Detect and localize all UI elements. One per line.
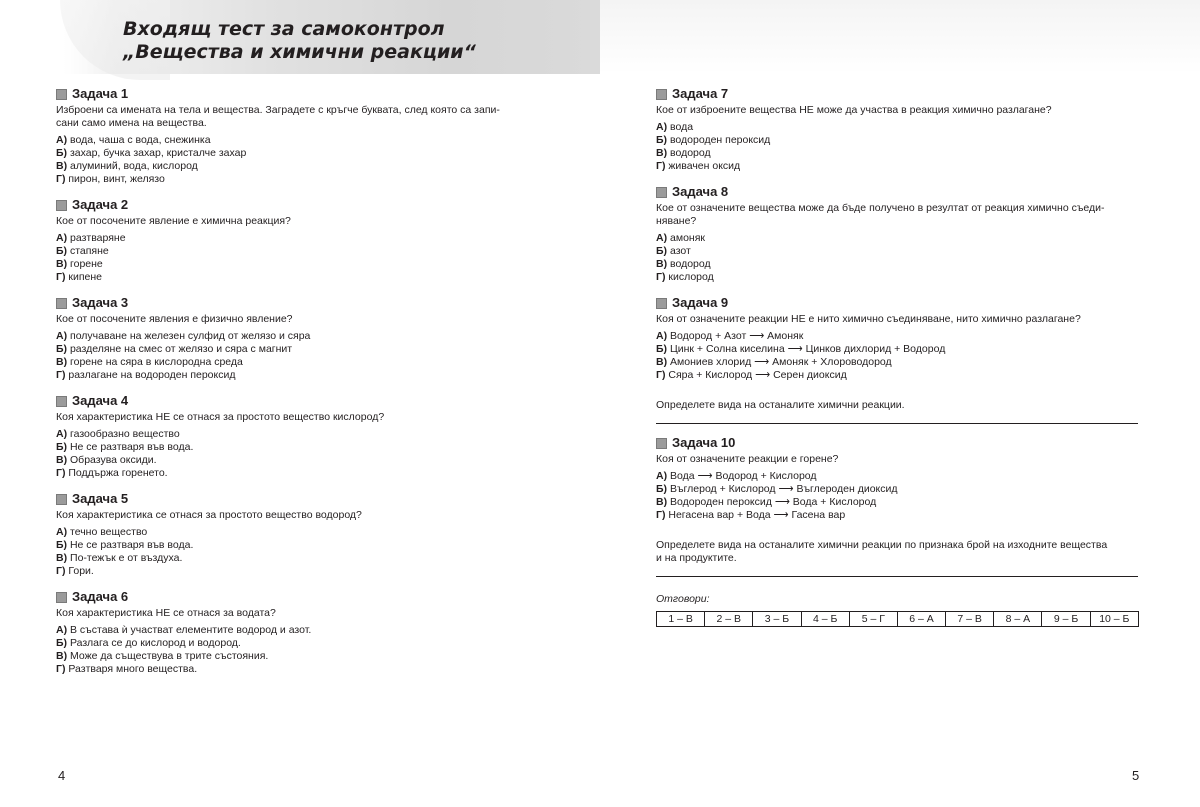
answer-line [656,423,1138,424]
task-instruction: Определете вида на останалите химични реакции по признака брой на изходните вещества и на продуктите. [656,539,1108,564]
answer-cell: 8 – А [994,612,1042,627]
left-column [56,86,546,687]
arrow-right-icon: ⟶ [773,509,789,521]
task-question: Кое от посочените явления е физично явление? [56,313,293,325]
option-b: Б) захар, бучка захар, кристалче захар [56,147,247,159]
option-d: Г) кислород [656,271,714,283]
task-2 [56,197,546,284]
answer-cell: 10 – Б [1090,612,1138,627]
answer-cell: 5 – Г [849,612,897,627]
task-question: Кое от означените вещества може да бъде получено в резултат от реакция химично съеди- няване? [656,202,1105,227]
option-b: Б) Не се разтваря във вода. [56,539,194,551]
option-c: В) Образува оксиди. [56,454,157,466]
page-number-left: 4 [58,768,66,783]
option-c: В) алуминий, вода, кислород [56,160,198,172]
square-bullet-icon [656,89,667,100]
option-b: Б) азот [656,245,691,257]
option-c: В) Водороден пероксид ⟶ Вода + Кислород [656,496,877,508]
square-bullet-icon [56,592,67,603]
answer-cell: 1 – В [657,612,705,627]
answer-line [656,576,1138,577]
task-5 [56,491,546,578]
answer-cell: 7 – В [946,612,994,627]
answers-table [656,611,1139,627]
arrow-right-icon: ⟶ [754,356,770,368]
arrow-right-icon: ⟶ [787,343,803,355]
square-bullet-icon [656,298,667,309]
option-a: А) амоняк [656,232,705,244]
task-question: Изброени са имената на тела и вещества. Заградете с кръгче буквата, след която са запи- сани само имена на вещества. [56,104,500,129]
right-column [656,86,1146,627]
square-bullet-icon [56,396,67,407]
task-question: Коя характеристика НЕ се отнася за простото вещество кислород? [56,411,385,423]
option-d: Г) разлагане на водороден пероксид [56,369,236,381]
task-heading: Задача 10 [672,435,736,450]
option-a: А) Водород + Азот ⟶ Амоняк [656,330,804,342]
task-heading: Задача 4 [72,393,129,408]
square-bullet-icon [56,298,67,309]
square-bullet-icon [656,187,667,198]
arrow-right-icon: ⟶ [774,496,790,508]
answer-cell: 6 – А [897,612,945,627]
arrow-right-icon: ⟶ [778,483,794,495]
arrow-right-icon: ⟶ [755,369,771,381]
option-b: Б) Разлага се до кислород и водород. [56,637,241,649]
option-d: Г) кипене [56,271,102,283]
task-heading: Задача 3 [72,295,129,310]
task-heading: Задача 1 [72,86,129,101]
square-bullet-icon [56,200,67,211]
option-d: Г) пирон, винт, желязо [56,173,165,185]
square-bullet-icon [56,494,67,505]
option-b: Б) стапяне [56,245,109,257]
task-10 [656,435,1146,577]
arrow-right-icon: ⟶ [749,330,765,342]
answer-cell: 2 – В [705,612,753,627]
option-d: Г) живачен оксид [656,160,741,172]
answer-cell: 4 – Б [801,612,849,627]
answer-cell: 9 – Б [1042,612,1090,627]
task-6 [56,589,546,676]
option-a: А) В състава ѝ участват елементите водород и азот. [56,624,312,636]
task-instruction: Определете вида на останалите химични реакции. [656,399,905,411]
option-a: А) Вода ⟶ Водород + Кислород [656,470,817,482]
task-heading: Задача 7 [672,86,729,101]
square-bullet-icon [56,89,67,100]
task-heading: Задача 9 [672,295,729,310]
option-d: Г) Разтваря много вещества. [56,663,198,675]
task-3 [56,295,546,382]
option-d: Г) Сяра + Кислород ⟶ Серен диоксид [656,369,847,381]
option-d: Г) Поддържа горенето. [56,467,168,479]
option-c: В) горене на сяра в кислородна среда [56,356,243,368]
option-c: В) горене [56,258,103,270]
task-heading: Задача 8 [672,184,729,199]
task-1 [56,86,546,186]
task-question: Кое от изброените вещества НЕ може да участва в реакция химично разлагане? [656,104,1052,116]
arrow-right-icon: ⟶ [697,470,713,482]
table-row [657,612,1139,627]
option-a: А) получаване на железен сулфид от желязо и сяра [56,330,311,342]
option-c: В) Може да съществува в трите състояния. [56,650,269,662]
task-question: Коя от означените реакции е горене? [656,453,839,465]
task-8 [656,184,1146,284]
option-c: В) водород [656,258,711,270]
option-c: В) водород [656,147,711,159]
task-heading: Задача 2 [72,197,129,212]
answer-cell: 3 – Б [753,612,801,627]
option-b: Б) разделяне на смес от желязо и сяра с магнит [56,343,293,355]
option-c: В) Амониев хлорид ⟶ Амоняк + Хлороводород [656,356,892,368]
task-7 [656,86,1146,173]
option-b: Б) Цинк + Солна киселина ⟶ Цинков дихлорид + Водород [656,343,946,355]
option-a: А) газообразно вещество [56,428,180,440]
page-number-right: 5 [1132,768,1140,783]
option-b: Б) водороден пероксид [656,134,771,146]
task-question: Коя от означените реакции НЕ е нито химично съединяване, нито химично разлагане? [656,313,1081,325]
square-bullet-icon [656,438,667,449]
option-b: Б) Въглерод + Кислород ⟶ Въглероден диоксид [656,483,898,495]
title-line-1: Входящ тест за самоконтрол [123,18,445,40]
task-question: Коя характеристика НЕ се отнася за водата? [56,607,276,619]
option-a: А) вода [656,121,694,133]
title-line-2: „Вещества и химични реакции“ [123,41,476,63]
page-shade [600,0,1200,74]
task-question: Коя характеристика се отнася за простото вещество водород? [56,509,362,521]
option-a: А) разтваряне [56,232,126,244]
task-4 [56,393,546,480]
option-d: Г) Негасена вар + Вода ⟶ Гасена вар [656,509,846,521]
option-a: А) течно вещество [56,526,148,538]
option-d: Г) Гори. [56,565,94,577]
task-9 [656,295,1146,424]
option-b: Б) Не се разтваря във вода. [56,441,194,453]
page-title [123,18,476,64]
answers-label: Отговори: [656,593,710,605]
option-a: А) вода, чаша с вода, снежинка [56,134,211,146]
task-heading: Задача 6 [72,589,129,604]
task-heading: Задача 5 [72,491,129,506]
task-question: Кое от посочените явление е химична реакция? [56,215,291,227]
option-c: В) По-тежък е от въздуха. [56,552,183,564]
